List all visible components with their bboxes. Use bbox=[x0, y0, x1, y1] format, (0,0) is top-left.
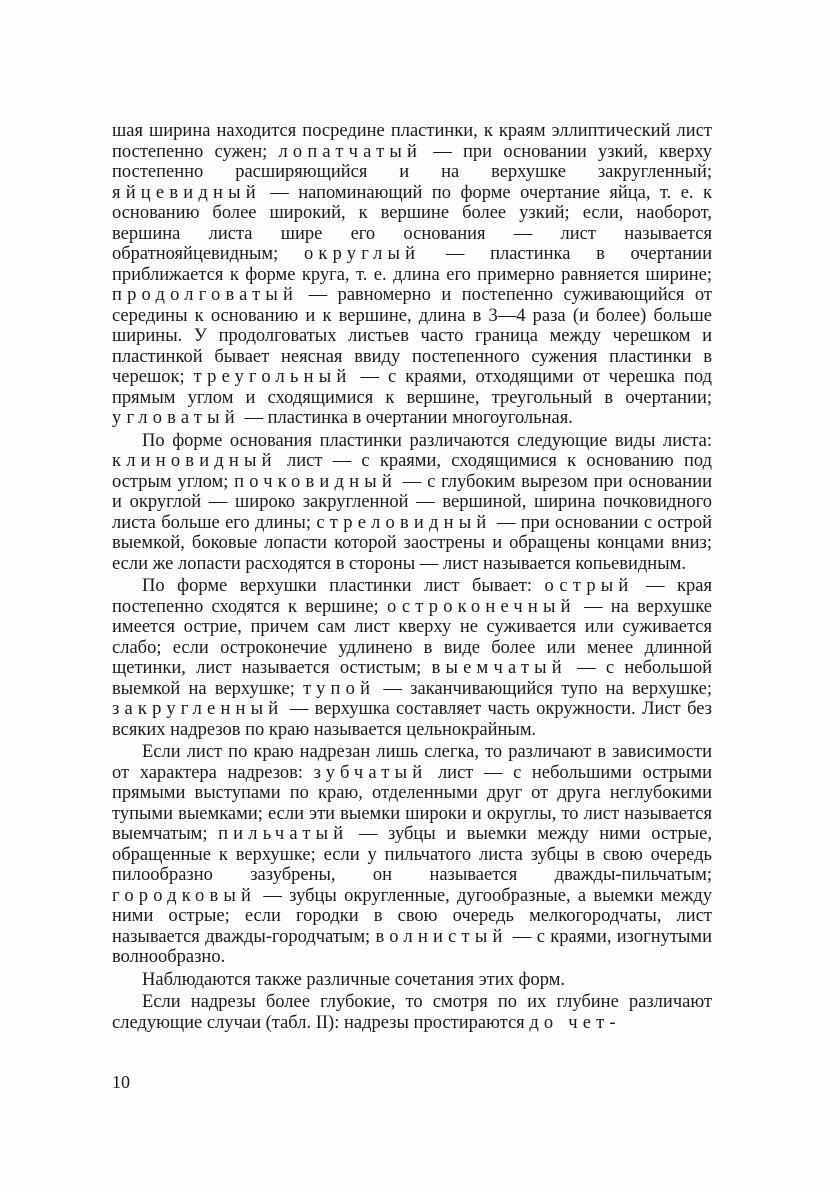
spaced-term: волнистый bbox=[375, 926, 508, 947]
text-run: — пластинка в очертании многоугольная. bbox=[239, 408, 573, 428]
paragraph bbox=[112, 992, 712, 1033]
paragraph bbox=[112, 431, 712, 575]
text-run: — при основании с острой выемкой, боковые лопасти которой заострены и обращены концами вниз; если же лопасти расходятся в стороны — лист называется копьевидным. bbox=[112, 512, 712, 574]
spaced-term: округлый bbox=[303, 244, 421, 264]
text-run: — равномерно и постепенно суживающийся от середины к основанию и к вершине, длина в 3—4 раза (и более) больше ширины. У продолговатых листьев часто граница между черешком и пластинкой бывает неясная ввиду постепенного сужения пластинки в черешок; bbox=[112, 285, 712, 387]
text-run: Наблюдаются также различные сочетания этих форм. bbox=[142, 969, 566, 990]
spaced-term: стреловидный bbox=[316, 512, 492, 533]
spaced-term: лопатчатый bbox=[278, 141, 423, 162]
spaced-term: пильчатый bbox=[218, 824, 349, 844]
text-run: — заканчивающийся тупо на верхушке; bbox=[375, 678, 712, 699]
spaced-term: треугольный bbox=[193, 367, 352, 387]
text-run: Если надрезы более глубокие, то смотря по их глубине различают следующие случаи (табл. II): надрезы простираются bbox=[112, 992, 712, 1033]
spaced-term: продолговатый bbox=[112, 285, 299, 305]
text-run: — с краями, изогнутыми волнообразно. bbox=[112, 926, 712, 967]
spaced-term: остроконечный bbox=[386, 596, 576, 617]
spaced-term: почковидный bbox=[234, 471, 397, 492]
spaced-term: угловатый bbox=[112, 408, 240, 428]
spaced-term: яйцевидный bbox=[112, 182, 261, 203]
text-run: — с небольшой выемкой на верхушке; bbox=[112, 658, 712, 699]
text-run: — с краями, отходящими от черешка под прямым углом и сходящимися к вершине, треугольный в очертании; bbox=[112, 367, 712, 408]
paragraph bbox=[112, 576, 712, 740]
text-run: — верхушка составляет часть окружности. Лист без всяких надрезов по краю называется цельнокрайным. bbox=[112, 699, 712, 740]
text-run: лист — с небольшими острыми прямыми выступами по краю, отделенными друг от друга неглубокими тупыми выемками; если эти выемки широки и округлы, то лист называется выемчатым; bbox=[112, 762, 712, 844]
page-number: 10 bbox=[112, 1072, 130, 1092]
paragraph bbox=[112, 742, 712, 968]
spaced-term: острый bbox=[544, 576, 634, 596]
spaced-term: тупой bbox=[303, 678, 376, 699]
spaced-term: клиновидный bbox=[112, 451, 277, 471]
paragraph bbox=[112, 121, 712, 429]
spaced-term: городковый bbox=[112, 885, 257, 906]
text-run: — края постепенно сходятся к вершине; bbox=[112, 576, 712, 617]
body-text bbox=[112, 121, 712, 1033]
spaced-term: закругленный bbox=[112, 699, 284, 719]
text-run: шая ширина находится посредине пластинки, к краям эллиптический лист постепенно сужен; bbox=[112, 121, 712, 162]
text-run: Если лист по краю надрезан лишь слегка, то различают в зависимости от характера надрезов: bbox=[112, 742, 712, 783]
spaced-term: выемчатый bbox=[431, 658, 567, 678]
text-run: — на верхушке имеется острие, причем сам лист кверху не суживается или суживается слабо; если остроконечие удлинено в виде более или менее длинной щетинки, лист называется остистым; bbox=[112, 596, 712, 678]
text-run: — при основании узкий, кверху постепенно расширяющийся и на верхушке закругленный; bbox=[112, 141, 712, 182]
text-run: — пластинка в очертании приближается к форме круга, т. е. длина его примерно равняется ширине; bbox=[112, 244, 712, 285]
text-run: лист — с краями, сходящимися к основанию под острым углом; bbox=[112, 451, 712, 492]
text-run: — зубцы и выемки между ними острые, обращенные к верхушке; если у пильчатого листа зубцы в свою очередь пилообразно зазубрены, он называется дважды-пильчатым; bbox=[112, 824, 712, 885]
paragraph bbox=[112, 970, 712, 991]
text-run: — с глубоким вырезом при основании и округлой — широко закругленной — вершиной, ширина почковидного листа больше его длины; bbox=[112, 471, 712, 533]
spaced-term: до чет- bbox=[529, 1012, 621, 1033]
spaced-term: зубчатый bbox=[313, 762, 428, 783]
text-run: По форме верхушки пластинки лист бывает: bbox=[142, 576, 545, 596]
text-run: По форме основания пластинки различаются следующие виды листа: bbox=[142, 430, 712, 451]
text-run: — напоминающий по форме очертание яйца, т. е. к основанию более широкий, к вершине более узкий; если, наоборот, вершина листа шире его основания — лист называется обратнояйцевидным; bbox=[112, 182, 712, 264]
text-run: — зубцы округленные, дугообразные, а выемки между ними острые; если городки в свою очередь мелкогородчаты, лист называется дважды-городчатым; bbox=[112, 885, 712, 947]
